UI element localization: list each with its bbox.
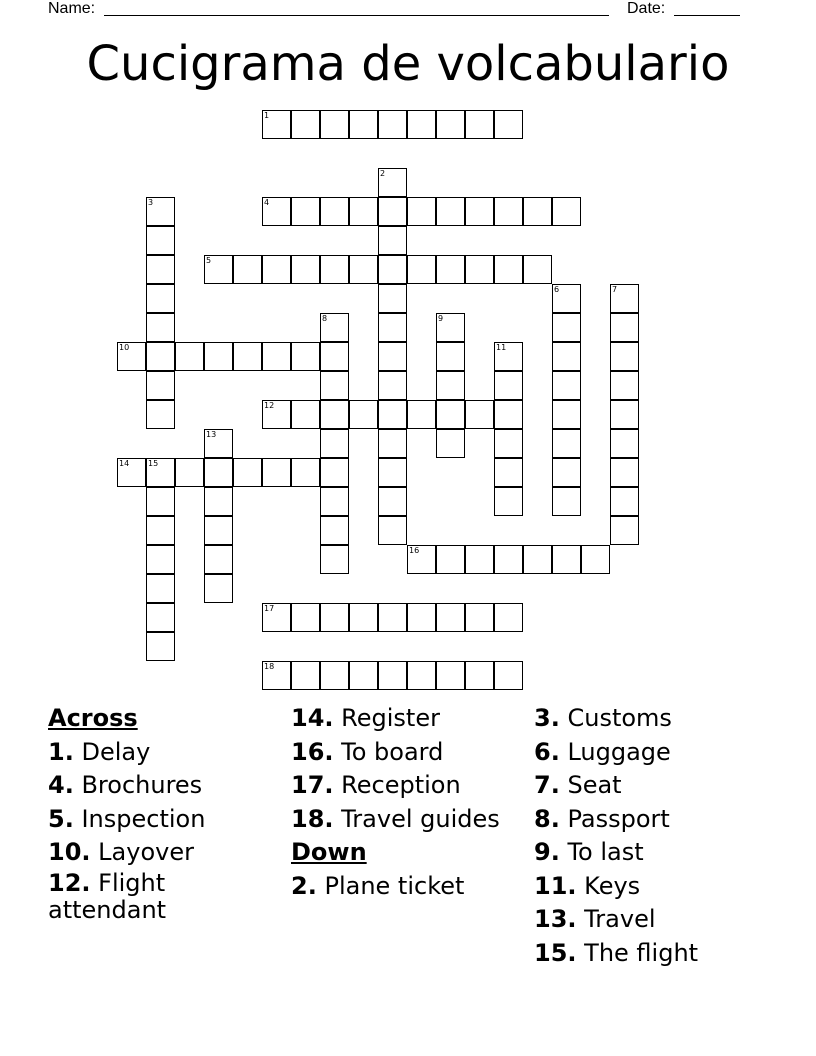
grid-cell[interactable] [465,400,494,429]
grid-cell[interactable] [552,400,581,429]
grid-cell[interactable] [320,371,349,400]
grid-cell[interactable] [320,516,349,545]
grid-cell[interactable] [378,516,407,545]
grid-cell[interactable] [436,313,465,342]
grid-cell[interactable] [494,255,523,284]
grid-cell[interactable] [320,313,349,342]
clue-number: 8 [322,314,328,323]
clue-number: 17 [264,604,275,613]
grid-cell[interactable] [262,603,291,632]
grid-cell[interactable] [407,110,436,139]
grid-cell[interactable] [320,400,349,429]
grid-cell[interactable] [291,661,320,690]
grid-cell[interactable] [262,400,291,429]
grid-cell[interactable] [378,110,407,139]
grid-cell[interactable] [291,603,320,632]
clue-item-number: 9. [534,838,560,866]
grid-cell[interactable] [320,661,349,690]
grid-cell[interactable] [204,255,233,284]
grid-cell[interactable] [407,400,436,429]
clue-number: 4 [264,198,270,207]
grid-cell[interactable] [291,458,320,487]
clue-item [534,836,784,870]
grid-cell[interactable] [117,458,146,487]
grid-cell[interactable] [146,516,175,545]
grid-cell[interactable] [436,661,465,690]
clue-item [48,836,268,870]
clue-item-text: Travel guides [341,804,500,833]
clue-item-number: 10. [48,838,91,866]
grid-cell[interactable] [349,661,378,690]
grid-cell[interactable] [291,400,320,429]
grid-cell[interactable] [610,371,639,400]
clue-item-text: Register [341,704,440,732]
grid-cell[interactable] [494,400,523,429]
grid-cell[interactable] [552,371,581,400]
grid-cell[interactable] [552,197,581,226]
clue-item-text: Customs [567,704,672,732]
clue-item-number: 18. [291,804,334,833]
grid-cell[interactable] [407,603,436,632]
grid-cell[interactable] [436,545,465,574]
grid-cell[interactable] [465,110,494,139]
grid-cell[interactable] [146,284,175,313]
grid-cell[interactable] [204,545,233,574]
clue-number: 10 [119,343,130,352]
clue-item-text: Layover [98,838,194,866]
grid-cell[interactable] [233,255,262,284]
grid-cell[interactable] [610,284,639,313]
grid-cell[interactable] [581,545,610,574]
grid-cell[interactable] [378,603,407,632]
grid-cell[interactable] [523,545,552,574]
grid-cell[interactable] [378,168,407,197]
grid-cell[interactable] [465,545,494,574]
clue-item [534,736,784,770]
clue-item-number: 17. [291,771,334,799]
grid-cell[interactable] [494,487,523,516]
grid-cell[interactable] [146,545,175,574]
clue-item [291,803,531,837]
grid-cell[interactable] [552,313,581,342]
clue-item [291,870,531,904]
clue-item-text: Seat [567,771,622,799]
clue-item [48,803,268,837]
page-title: Cucigrama de volcabulario [86,36,730,92]
grid-cell[interactable] [494,458,523,487]
grid-cell[interactable] [465,255,494,284]
grid-cell[interactable] [494,545,523,574]
grid-cell[interactable] [262,197,291,226]
across-heading: Across [48,704,138,732]
grid-cell[interactable] [262,458,291,487]
clues-column-1 [48,702,268,930]
clue-item-number: 1. [48,737,74,766]
grid-cell[interactable] [349,255,378,284]
grid-cell[interactable] [320,545,349,574]
clue-item [291,769,531,803]
grid-cell[interactable] [465,661,494,690]
grid-cell[interactable] [610,342,639,371]
grid-cell[interactable] [436,110,465,139]
clues-column-3 [534,702,784,970]
clue-item-number: 15. [534,938,577,967]
clue-item-number: 4. [48,771,74,799]
clue-item-number: 2. [291,871,317,900]
grid-cell[interactable] [465,603,494,632]
grid-cell[interactable] [494,603,523,632]
grid-cell[interactable] [378,487,407,516]
grid-cell[interactable] [320,429,349,458]
clue-number: 2 [380,169,386,178]
grid-cell[interactable] [436,342,465,371]
grid-cell[interactable] [291,255,320,284]
grid-cell[interactable] [378,661,407,690]
clue-number: 14 [119,459,130,468]
grid-cell[interactable] [552,284,581,313]
clue-item [48,736,268,770]
clue-number: 3 [148,198,154,207]
grid-cell[interactable] [378,226,407,255]
clue-item-text: Delay [81,737,151,766]
grid-cell[interactable] [262,342,291,371]
grid-cell[interactable] [465,197,494,226]
grid-cell[interactable] [494,661,523,690]
grid-cell[interactable] [378,400,407,429]
grid-cell[interactable] [320,110,349,139]
grid-cell[interactable] [262,661,291,690]
grid-cell[interactable] [552,487,581,516]
clue-item-text: Flight attendant [48,868,167,924]
grid-cell[interactable] [349,603,378,632]
grid-cell[interactable] [436,371,465,400]
clue-number: 13 [206,430,217,439]
clue-item [291,736,531,770]
clue-number: 15 [148,459,159,468]
clue-item [291,702,531,736]
clue-item-number: 13. [534,905,577,933]
grid-cell[interactable] [349,197,378,226]
grid-cell[interactable] [552,458,581,487]
clue-item-text: To board [341,737,444,766]
grid-cell[interactable] [146,603,175,632]
grid-cell[interactable] [146,487,175,516]
clue-item-number: 12. [48,868,91,897]
clue-item [48,870,268,930]
grid-cell[interactable] [378,371,407,400]
grid-cell[interactable] [204,516,233,545]
clue-item-number: 7. [534,771,560,799]
grid-cell[interactable] [146,226,175,255]
grid-cell[interactable] [320,487,349,516]
grid-cell[interactable] [320,458,349,487]
grid-cell[interactable] [610,400,639,429]
grid-cell[interactable] [146,632,175,661]
grid-cell[interactable] [610,458,639,487]
clues-column-2 [291,702,531,903]
grid-cell[interactable] [494,342,523,371]
grid-cell[interactable] [146,458,175,487]
grid-cell[interactable] [552,545,581,574]
clue-number: 16 [409,546,420,555]
grid-cell[interactable] [494,371,523,400]
clue-item [534,870,784,904]
grid-cell[interactable] [378,313,407,342]
grid-cell[interactable] [320,603,349,632]
grid-cell[interactable] [204,487,233,516]
grid-cell[interactable] [436,400,465,429]
grid-cell[interactable] [610,429,639,458]
grid-cell[interactable] [291,197,320,226]
grid-cell[interactable] [146,574,175,603]
clue-item-text: Travel [584,905,656,933]
clue-item-number: 14. [291,704,334,732]
grid-cell[interactable] [204,342,233,371]
grid-cell[interactable] [146,197,175,226]
grid-cell[interactable] [349,400,378,429]
clue-number: 18 [264,662,275,671]
grid-cell[interactable] [378,255,407,284]
grid-cell[interactable] [610,516,639,545]
date-label: Date: [627,0,666,17]
grid-cell[interactable] [320,197,349,226]
clue-item [534,903,784,937]
grid-cell[interactable] [233,342,262,371]
clue-item-text: The flight [584,938,699,967]
grid-cell[interactable] [523,197,552,226]
grid-cell[interactable] [146,400,175,429]
clue-item [48,769,268,803]
grid-cell[interactable] [291,110,320,139]
grid-cell[interactable] [291,342,320,371]
grid-cell[interactable] [204,429,233,458]
clue-item-number: 3. [534,704,560,732]
grid-cell[interactable] [262,110,291,139]
grid-cell[interactable] [407,661,436,690]
clue-item-number: 5. [48,804,74,833]
grid-cell[interactable] [436,603,465,632]
grid-cell[interactable] [378,458,407,487]
grid-cell[interactable] [175,342,204,371]
grid-cell[interactable] [436,255,465,284]
clue-number: 11 [496,343,507,352]
grid-cell[interactable] [175,458,204,487]
grid-cell[interactable] [320,255,349,284]
grid-cell[interactable] [262,255,291,284]
grid-cell[interactable] [610,487,639,516]
clue-number: 5 [206,256,212,265]
grid-cell[interactable] [233,458,262,487]
clue-item [534,702,784,736]
clue-item-text: Luggage [567,737,671,766]
grid-cell[interactable] [407,197,436,226]
grid-cell[interactable] [552,429,581,458]
grid-cell[interactable] [146,342,175,371]
clue-item-text: Inspection [81,804,206,833]
grid-cell[interactable] [523,255,552,284]
grid-cell[interactable] [117,342,146,371]
clue-item [534,937,784,971]
clue-item-text: Reception [341,771,461,799]
clue-number: 7 [612,285,618,294]
clue-item-text: Plane ticket [324,871,465,900]
grid-cell[interactable] [494,110,523,139]
grid-cell[interactable] [494,429,523,458]
grid-cell[interactable] [610,313,639,342]
clue-item-text: Passport [567,804,670,833]
grid-cell[interactable] [407,545,436,574]
grid-cell[interactable] [494,197,523,226]
grid-cell[interactable] [378,342,407,371]
clue-item-number: 6. [534,737,560,766]
grid-cell[interactable] [320,342,349,371]
clue-item [534,769,784,803]
clue-number: 9 [438,314,444,323]
grid-cell[interactable] [378,429,407,458]
clue-item-number: 11. [534,871,577,900]
down-heading: Down [291,838,367,866]
clue-number: 12 [264,401,275,410]
clue-item-text: Keys [584,871,641,900]
grid-cell[interactable] [407,255,436,284]
name-label: Name: [48,0,96,17]
grid-cell[interactable] [146,371,175,400]
grid-cell[interactable] [204,574,233,603]
grid-cell[interactable] [378,197,407,226]
grid-cell[interactable] [204,458,233,487]
clue-item-text: Brochures [81,771,203,799]
clue-number: 6 [554,285,560,294]
grid-cell[interactable] [378,284,407,313]
grid-cell[interactable] [349,110,378,139]
clue-item-text: To last [567,838,644,866]
clue-number: 1 [264,111,270,120]
clue-item-number: 16. [291,737,334,766]
clue-item [534,803,784,837]
grid-cell[interactable] [436,429,465,458]
grid-cell[interactable] [146,255,175,284]
grid-cell[interactable] [436,197,465,226]
clue-item-number: 8. [534,804,560,833]
grid-cell[interactable] [552,342,581,371]
grid-cell[interactable] [146,313,175,342]
